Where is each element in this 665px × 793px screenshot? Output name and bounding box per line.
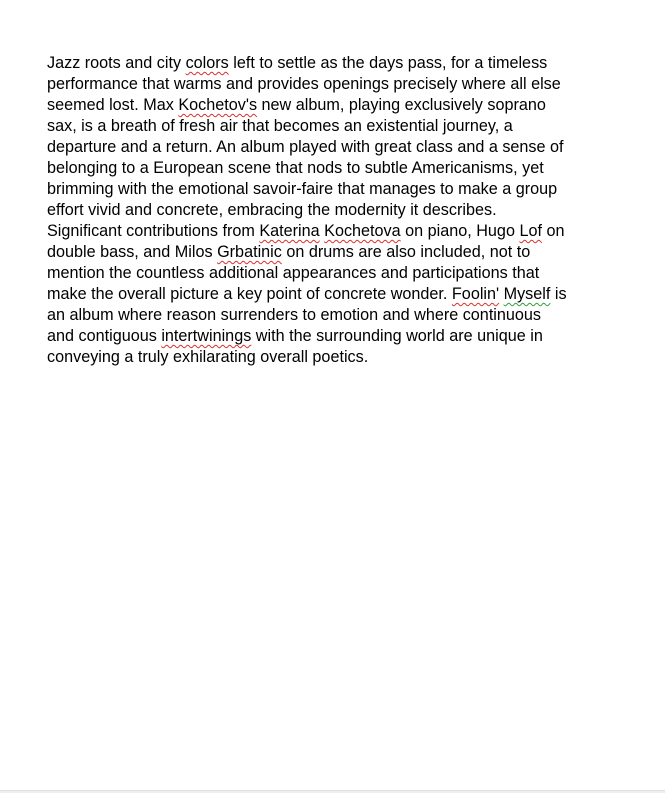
text-line bbox=[47, 347, 622, 368]
misspelled-word[interactable]: colors bbox=[185, 54, 229, 72]
text-line bbox=[47, 53, 622, 74]
text-line bbox=[47, 116, 622, 137]
text-run: and contiguous bbox=[47, 327, 162, 345]
misspelled-word[interactable]: Lof bbox=[519, 222, 542, 240]
text-line bbox=[47, 326, 622, 347]
text-run: performance that warms and provides openings precisely where all else bbox=[47, 75, 561, 93]
misspelled-word[interactable]: Foolin' bbox=[451, 285, 500, 303]
text-run: seemed lost. Max bbox=[47, 96, 179, 114]
text-run: conveying a truly exhilarating overall poetics. bbox=[47, 348, 369, 366]
text-run: on piano, Hugo bbox=[400, 222, 520, 240]
text-run: effort vivid and concrete, embracing the modernity it describes. bbox=[47, 201, 497, 219]
misspelled-word[interactable]: Kochetova bbox=[324, 222, 401, 240]
text-run: double bass, and Milos bbox=[47, 243, 218, 261]
text-run: Jazz roots and city bbox=[47, 54, 186, 72]
text-run: sax, is a breath of fresh air that becomes an existential journey, a bbox=[47, 117, 513, 135]
text-run: mention the countless additional appearances and participations that bbox=[47, 264, 540, 282]
misspelled-word[interactable]: Katerina bbox=[259, 222, 320, 240]
text-line bbox=[47, 137, 622, 158]
text-line bbox=[47, 74, 622, 95]
document-body-paragraph[interactable] bbox=[47, 53, 622, 368]
text-run: with the surrounding world are unique in bbox=[251, 327, 543, 345]
text-run: Significant contributions from bbox=[47, 222, 260, 240]
misspelled-word[interactable]: intertwinings bbox=[161, 327, 252, 345]
text-run: is bbox=[550, 285, 567, 303]
text-line bbox=[47, 200, 622, 221]
text-run: an album where reason surrenders to emotion and where continuous bbox=[47, 306, 542, 324]
misspelled-word[interactable]: Grbatinic bbox=[217, 243, 282, 261]
text-line bbox=[47, 284, 622, 305]
misspelled-word[interactable]: Kochetov's bbox=[178, 96, 258, 114]
text-line bbox=[47, 95, 622, 116]
text-run: make the overall picture a key point of concrete wonder. bbox=[47, 285, 452, 303]
text-line bbox=[47, 158, 622, 179]
text-run: brimming with the emotional savoir-faire that manages to make a group bbox=[47, 180, 558, 198]
text-run: on bbox=[541, 222, 565, 240]
text-run: departure and a return. An album played with great class and a sense of bbox=[47, 138, 564, 156]
text-line bbox=[47, 242, 622, 263]
text-line bbox=[47, 263, 622, 284]
text-run: new album, playing exclusively soprano bbox=[257, 96, 546, 114]
text-run: belonging to a European scene that nods to subtle Americanisms, yet bbox=[47, 159, 544, 177]
text-line bbox=[47, 221, 622, 242]
text-line bbox=[47, 305, 622, 326]
text-run: on drums are also included, not to bbox=[281, 243, 531, 261]
grammar-flagged-word[interactable]: Myself bbox=[503, 285, 551, 303]
text-run: left to settle as the days pass, for a timeless bbox=[228, 54, 548, 72]
text-line bbox=[47, 179, 622, 200]
